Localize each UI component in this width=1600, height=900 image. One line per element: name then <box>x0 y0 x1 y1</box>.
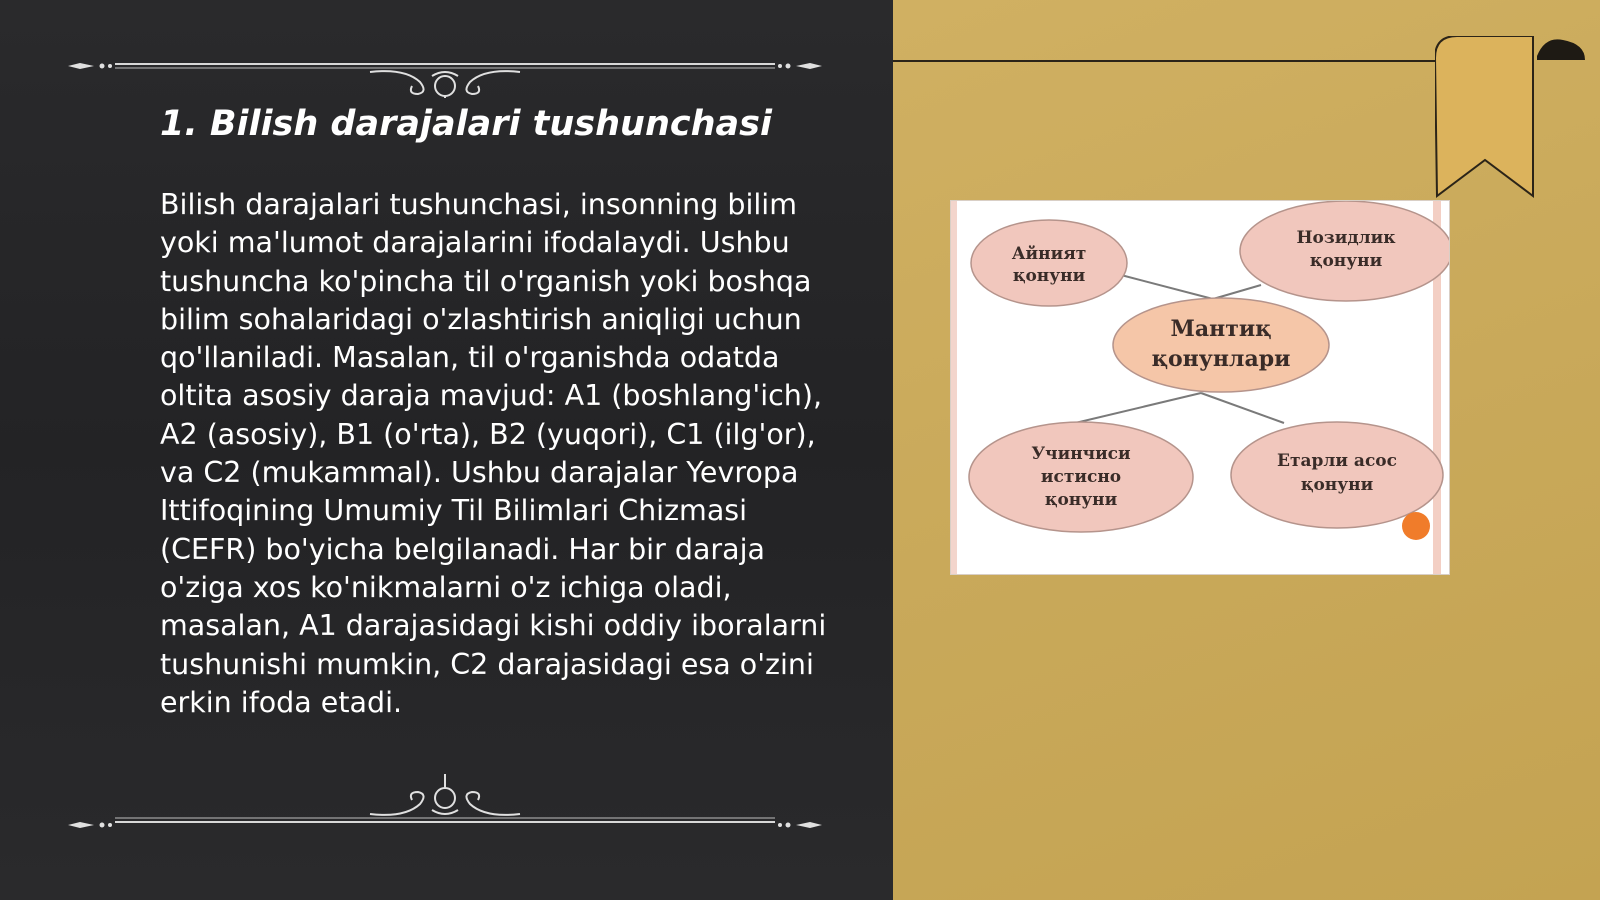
bookmark-ribbon-icon <box>1435 36 1595 201</box>
svg-text:қонуни: қонуни <box>1044 490 1118 510</box>
logic-laws-diagram <box>950 200 1450 575</box>
connector-top-left <box>1121 275 1213 299</box>
node-center <box>1113 298 1329 392</box>
svg-text:қонуни: қонуни <box>1300 475 1374 495</box>
svg-text:Нозидлик: Нозидлик <box>1296 228 1396 248</box>
connector-bottom-right <box>1201 393 1284 423</box>
slide-body-text: Bilish darajalari tushunchasi, insonning bilim yoki ma'lumot darajalarini ifodalaydi. Ushbu tushuncha ko'pincha til o'rganish yoki boshqa bilim sohalaridagi o'zlashtirish aniqligi uchun qo'llaniladi. Masalan, til o'rganishda odatda oltita asosiy daraja mavjud: A1 (boshlang'ich), A2 (asosiy), B1 (o'rta), B2 (yuqori), C1 (ilg'or), va C2 (mukammal). Ushbu darajalar Yevropa Ittifoqining Umumiy Til Bilimlari Chizmasi (CEFR) bo'yicha belgilanadi. Har bir daraja o'ziga xos ko'nikmalarni o'z ichiga oladi, masalan, A1 darajasidagi kishi oddiy iboralarni tushunishi mumkin, C2 darajasidagi esa o'zini erkin ifoda etadi. <box>160 188 827 719</box>
flourish-ornament-bottom-icon <box>60 770 830 830</box>
slide-title: 1. Bilish darajalari tushunchasi <box>160 104 773 144</box>
flourish-ornament-top-icon <box>60 38 830 98</box>
node-top-right <box>1240 201 1449 301</box>
connector-bottom-left <box>1071 393 1201 424</box>
svg-text:Етарли асос: Етарли асос <box>1277 451 1397 471</box>
node-top-left <box>971 220 1127 306</box>
node-bottom-right <box>1231 422 1443 528</box>
svg-text:қонуни: қонуни <box>1309 251 1383 271</box>
svg-text:қонунлари: қонунлари <box>1151 346 1291 372</box>
svg-text:Учинчиси: Учинчиси <box>1031 444 1131 464</box>
svg-text:қонуни: қонуни <box>1012 266 1086 286</box>
divider-line <box>893 60 1453 62</box>
svg-text:Мантиқ: Мантиқ <box>1170 316 1272 342</box>
svg-text:Айният: Айният <box>1011 244 1087 264</box>
node-bottom-left <box>969 422 1193 532</box>
connector-top-right <box>1213 285 1261 299</box>
svg-text:истисно: истисно <box>1040 467 1122 487</box>
accent-dot <box>1402 512 1430 540</box>
